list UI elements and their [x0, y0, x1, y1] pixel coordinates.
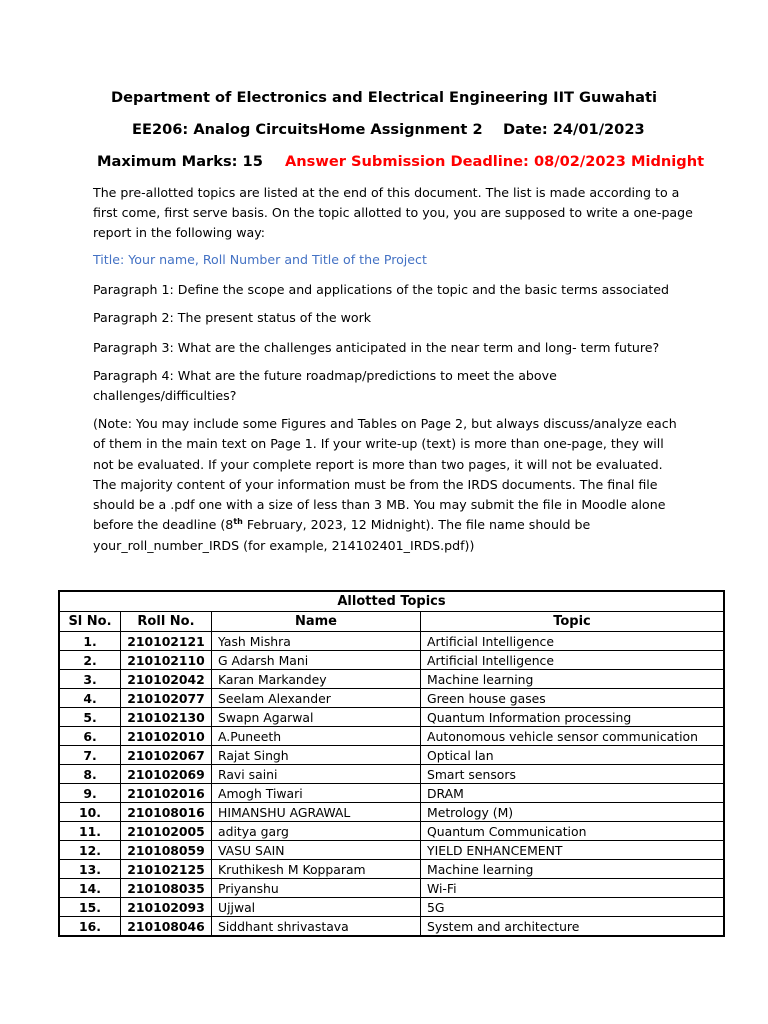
table-row	[59, 765, 724, 784]
title-instruction: Title: Your name, Roll Number and Title of the Project	[93, 252, 427, 267]
cell-roll-no: 210102125	[121, 860, 212, 879]
paragraph-4-instruction: Paragraph 4: What are the future roadmap/predictions to meet the above challenges/difficulties?	[93, 368, 557, 403]
cell-name: Kruthikesh M Kopparam	[212, 860, 421, 879]
cell-name: VASU SAIN	[212, 841, 421, 860]
cell-sl-no: 12.	[59, 841, 121, 860]
cell-topic: Artificial Intelligence	[421, 632, 725, 651]
cell-sl-no: 7.	[59, 746, 121, 765]
cell-roll-no: 210108046	[121, 917, 212, 937]
cell-topic: Green house gases	[421, 689, 725, 708]
column-header-roll-no: Roll No.	[121, 612, 212, 632]
table-caption: Allotted Topics	[59, 591, 724, 612]
table-row	[59, 917, 724, 937]
cell-sl-no: 14.	[59, 879, 121, 898]
column-header-topic: Topic	[421, 612, 725, 632]
cell-roll-no: 210102042	[121, 670, 212, 689]
cell-name: aditya garg	[212, 822, 421, 841]
cell-roll-no: 210102093	[121, 898, 212, 917]
table-row	[59, 632, 724, 651]
cell-topic: Machine learning	[421, 670, 725, 689]
allotted-topics-table	[58, 590, 725, 937]
cell-roll-no: 210102010	[121, 727, 212, 746]
cell-topic: 5G	[421, 898, 725, 917]
intro-paragraph: The pre-allotted topics are listed at the end of this document. The list is made according to a first come, first serve basis. On the topic allotted to you, you are supposed to write a one-page report in the following way:	[93, 185, 693, 240]
paragraph-1-instruction: Paragraph 1: Define the scope and applications of the topic and the basic terms associated	[93, 282, 669, 297]
table-row	[59, 822, 724, 841]
cell-name: Siddhant shrivastava	[212, 917, 421, 937]
note-superscript: th	[233, 517, 243, 527]
cell-sl-no: 2.	[59, 651, 121, 670]
cell-sl-no: 8.	[59, 765, 121, 784]
table-row	[59, 898, 724, 917]
cell-roll-no: 210108035	[121, 879, 212, 898]
cell-sl-no: 4.	[59, 689, 121, 708]
cell-sl-no: 15.	[59, 898, 121, 917]
cell-roll-no: 210102016	[121, 784, 212, 803]
cell-roll-no: 210102067	[121, 746, 212, 765]
cell-topic: Smart sensors	[421, 765, 725, 784]
cell-roll-no: 210102069	[121, 765, 212, 784]
cell-sl-no: 11.	[59, 822, 121, 841]
cell-name: A.Puneeth	[212, 727, 421, 746]
cell-name: Ujjwal	[212, 898, 421, 917]
cell-sl-no: 10.	[59, 803, 121, 822]
cell-name: Yash Mishra	[212, 632, 421, 651]
cell-topic: Autonomous vehicle sensor communication	[421, 727, 725, 746]
cell-roll-no: 210102005	[121, 822, 212, 841]
table-row	[59, 708, 724, 727]
cell-topic: Artificial Intelligence	[421, 651, 725, 670]
table-row	[59, 727, 724, 746]
table-body	[59, 632, 724, 937]
paragraph-3-instruction: Paragraph 3: What are the challenges anticipated in the near term and long- term future?	[93, 340, 660, 355]
cell-name: Amogh Tiwari	[212, 784, 421, 803]
cell-name: Rajat Singh	[212, 746, 421, 765]
assignment-date: Date: 24/01/2023	[503, 121, 645, 138]
cell-roll-no: 210102130	[121, 708, 212, 727]
table-row	[59, 651, 724, 670]
table-row	[59, 860, 724, 879]
cell-topic: YIELD ENHANCEMENT	[421, 841, 725, 860]
cell-name: G Adarsh Mani	[212, 651, 421, 670]
cell-sl-no: 3.	[59, 670, 121, 689]
note-text-part2: February, 2023, 12 Midnight). The file name should be your_roll_number_IRDS (for example, 214102401_IRDS.pdf))	[93, 517, 591, 553]
cell-sl-no: 1.	[59, 632, 121, 651]
cell-name: Priyanshu	[212, 879, 421, 898]
table-row	[59, 803, 724, 822]
cell-roll-no: 210102121	[121, 632, 212, 651]
cell-name: Karan Markandey	[212, 670, 421, 689]
cell-topic: System and architecture	[421, 917, 725, 937]
cell-topic: Quantum Communication	[421, 822, 725, 841]
maximum-marks: Maximum Marks: 15	[97, 153, 263, 170]
column-header-sl-no: Sl No.	[59, 612, 121, 632]
cell-sl-no: 13.	[59, 860, 121, 879]
assignment-title: Home Assignment 2	[318, 121, 483, 138]
cell-topic: DRAM	[421, 784, 725, 803]
table-row	[59, 879, 724, 898]
course-title: EE206: Analog Circuits	[132, 121, 319, 138]
cell-sl-no: 5.	[59, 708, 121, 727]
cell-name: Seelam Alexander	[212, 689, 421, 708]
cell-name: Ravi saini	[212, 765, 421, 784]
department-heading: Department of Electronics and Electrical Engineering IIT Guwahati	[111, 89, 657, 106]
cell-topic: Optical lan	[421, 746, 725, 765]
table-row	[59, 784, 724, 803]
table-row	[59, 841, 724, 860]
cell-name: HIMANSHU AGRAWAL	[212, 803, 421, 822]
note-text-part1: (Note: You may include some Figures and Tables on Page 2, but always discuss/analyze each of them in the main text on Page 1. If your write-up (text) is more than one-page, they will not be evaluated. If your complete report is more than two pages, it will not be evaluated. The majority content of your information must be from the IRDS documents. The final file should be a .pdf one with a size of less than 3 MB. You may submit the file in Moodle alone before the deadline (8	[93, 416, 677, 533]
paragraph-2-instruction: Paragraph 2: The present status of the work	[93, 310, 372, 325]
cell-topic: Metrology (M)	[421, 803, 725, 822]
cell-roll-no: 210102077	[121, 689, 212, 708]
cell-topic: Machine learning	[421, 860, 725, 879]
column-header-name: Name	[212, 612, 421, 632]
cell-roll-no: 210108059	[121, 841, 212, 860]
cell-sl-no: 6.	[59, 727, 121, 746]
cell-roll-no: 210102110	[121, 651, 212, 670]
cell-topic: Quantum Information processing	[421, 708, 725, 727]
note-paragraph	[93, 414, 683, 556]
table-row	[59, 689, 724, 708]
cell-topic: Wi-Fi	[421, 879, 725, 898]
cell-name: Swapn Agarwal	[212, 708, 421, 727]
cell-sl-no: 16.	[59, 917, 121, 937]
cell-sl-no: 9.	[59, 784, 121, 803]
submission-deadline: Answer Submission Deadline: 08/02/2023 Midnight	[285, 153, 705, 170]
cell-roll-no: 210108016	[121, 803, 212, 822]
table-row	[59, 746, 724, 765]
table-row	[59, 670, 724, 689]
